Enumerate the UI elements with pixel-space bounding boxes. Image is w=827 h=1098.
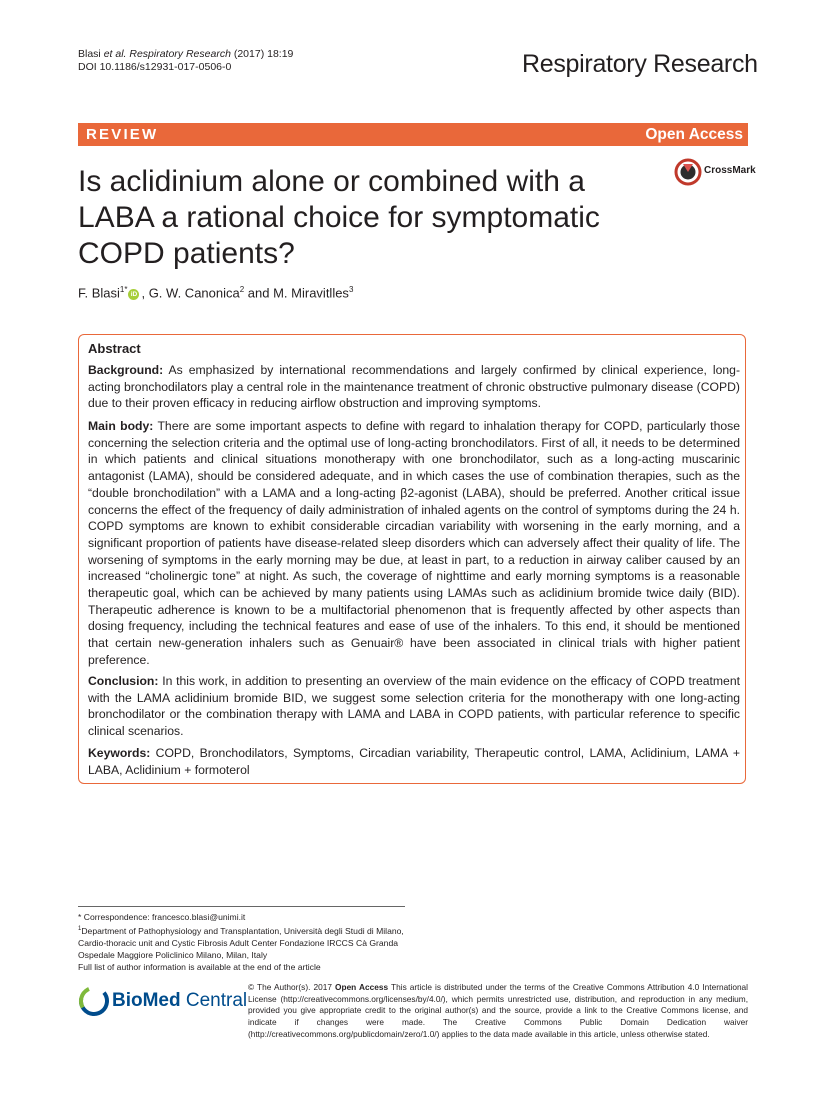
doi[interactable]: DOI 10.1186/s12931-017-0506-0 — [78, 60, 232, 73]
author-name: , G. W. Canonica — [141, 285, 240, 301]
author-name: F. Blasi — [78, 285, 120, 301]
author-affiliation-marker: 2 — [239, 285, 245, 294]
title-line: Is aclidinium alone or combined with a — [78, 165, 585, 198]
affiliation-note — [78, 923, 418, 961]
publisher-name-rest: Central — [180, 990, 248, 1011]
correspondence-note[interactable]: * Correspondence: francesco.blasi@unimi.it — [78, 912, 246, 922]
journal-name: Respiratory Research — [522, 50, 758, 78]
crossmark-badge[interactable] — [674, 158, 756, 186]
abstract-keywords — [88, 745, 740, 778]
section-label: Keywords: — [88, 746, 151, 760]
orcid-icon[interactable]: iD — [128, 289, 139, 300]
crossmark-icon — [674, 158, 702, 186]
abstract-heading: Abstract — [88, 341, 141, 356]
abstract-conclusion — [88, 673, 740, 740]
author-affiliation-marker: 1* — [119, 285, 128, 294]
crossmark-label: CrossMark — [704, 165, 756, 176]
open-access-label: Open Access — [645, 126, 743, 143]
license-prefix: © The Author(s). 2017 — [248, 982, 336, 992]
affiliation-marker: 1 — [78, 926, 82, 932]
section-text: COPD, Bronchodilators, Symptoms, Circadian variability, Therapeutic control, LAMA, Aclidinium, LAMA + LABA, Aclidinium + formoterol — [88, 746, 740, 777]
section-text: In this work, in addition to presenting an overview of the main evidence on the efficacy of COPD treatment with the LAMA aclidinium bromide BID, we suggest some selection criteria for the monotherapy with one long-acting bronchodilator or the combination therapy with LAMA and LABA in COPD patients, with particular reference to specific clinical scenarios. — [88, 674, 740, 739]
license-statement — [248, 982, 748, 1041]
abstract-main-body — [88, 418, 740, 669]
open-access-note: Open Access — [335, 982, 389, 992]
footnotes — [78, 911, 418, 973]
title-line: COPD patients? — [78, 237, 295, 270]
citation-volume: (2017) 18:19 — [230, 48, 294, 60]
citation-authors: Blasi — [78, 48, 104, 60]
section-text: As emphasized by international recommendations and largely confirmed by clinical experience, long-acting bronchodilators play a central role in the maintenance treatment of chronic obstructive pulmonary disease (COPD) due to their proven efficacy in reducing airflow obstruction and improving symptoms. — [88, 363, 740, 411]
section-label: Conclusion: — [88, 674, 159, 688]
citation-journal: et al. Respiratory Research — [103, 48, 231, 60]
author-list — [78, 285, 353, 300]
footnote-divider — [78, 906, 405, 907]
affiliation-text: Department of Pathophysiology and Transplantation, Università degli Studi di Milano, Cardio-thoracic unit and Cystic Fibrosis Adult Center Fondazione IRCCS Cà Granda Ospedale Maggiore Policlinico Milano, Milan, Italy — [78, 925, 404, 960]
citation-header — [78, 48, 293, 73]
biomed-central-icon — [78, 985, 110, 1017]
citation-line — [78, 48, 293, 61]
publisher-name-bold: BioMed — [112, 990, 181, 1011]
title-line: LABA a rational choice for symptomatic — [78, 201, 600, 234]
author-info-note: Full list of author information is available at the end of the article — [78, 961, 321, 972]
publisher-name — [112, 990, 247, 1012]
section-label: Background: — [88, 363, 164, 377]
license-text: This article is distributed under the terms of the Creative Commons Attribution 4.0 International License (http://creativecommons.org/licenses/by/4.0/), which permits unrestricted use, distribution, and reproduction in any medium, provided you give appropriate credit to the original author(s) and the source, provide a link to the Creative Commons license, and indicate if changes were made. The Creative Commons Public Domain Dedication waiver (http://creativecommons.org/publicdomain/zero/1.0/) applies to the data made available in this article, unless otherwise stated. — [248, 982, 749, 1039]
author-affiliation-marker: 3 — [348, 285, 354, 294]
article-title — [78, 164, 638, 272]
article-type-label: REVIEW — [86, 126, 159, 143]
article-type-banner — [78, 123, 748, 146]
author-name: and M. Miravitlles — [244, 285, 349, 301]
abstract-background — [88, 362, 740, 412]
section-label: Main body: — [88, 419, 154, 433]
section-text: There are some important aspects to define with regard to inhalation therapy for COPD, particularly those concerning the selection criteria and the optimal use of long-acting bronchodilators. First of all, it needs to be determined in which patients and clinical situations monotherapy with one bronchodilator, such as a long-acting muscarinic antagonist (LAMA), should be considered adequate, and in which cases the use of combination therapies, such as the “double bronchodilation” with a LAMA and a long-acting β2-agonist (LABA), should be preferred. Another critical issue concerns the effect of the frequency of daily administration of inhaled agents on the control of symptoms during the 24 h. COPD symptoms are known to exhibit considerable circadian variability with worsening in the early morning, and a significant proportion of patients have disease-related sleep disorders which can adversely affect their quality of life. The worsening of symptoms in the early morning may be due, at least in part, to a reduction in airway caliber caused by an increased “cholinergic tone” at night. As such, the coverage of nighttime and early morning symptoms is a reasonable therapeutic goal, which can be achieved by many patients using LAMAs such as aclidinium bromide twice daily (BID). Therapeutic adherence is known to be a multifactorial phenomenon that is frequently affected by other aspects than dosing frequency, including the technical features and ease of use of the inhalers. To this end, it should be mentioned that certain new-generation inhalers such as Genuair® have been associated in clinical trials with higher patient preference. — [88, 419, 740, 667]
publisher-logo[interactable] — [78, 982, 248, 1022]
